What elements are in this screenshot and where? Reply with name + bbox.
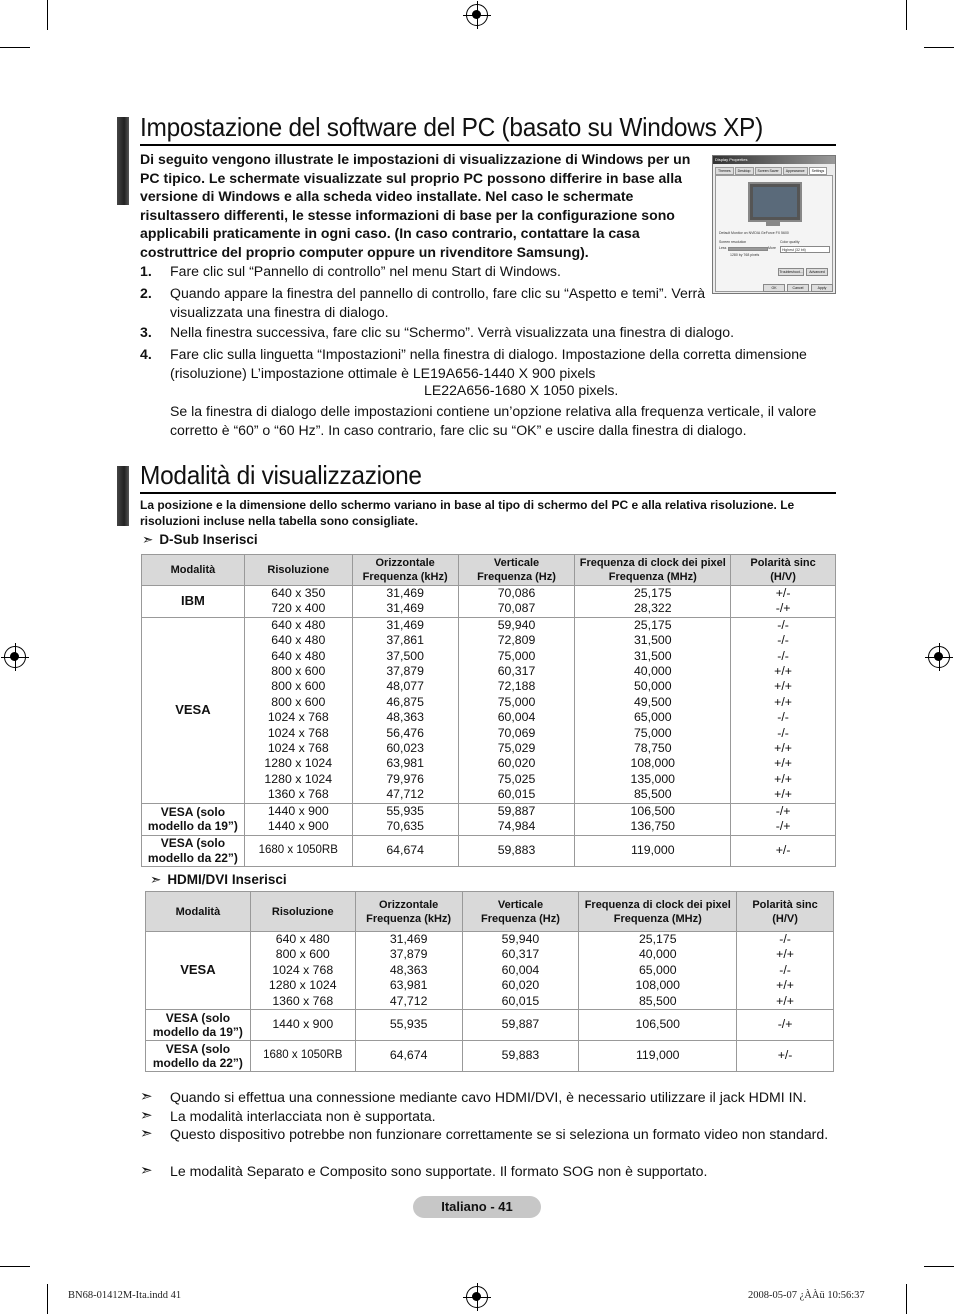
clk-cell: 25,175 31,500 31,500 40,000 50,000 49,500 65,000 75,000 78,750 108,000 135,000 85,500	[575, 617, 731, 803]
table-row	[146, 932, 834, 1010]
table-row	[142, 586, 836, 618]
table-header-row	[146, 892, 834, 932]
step-text: Fare clic sul “Pannello di controllo” nel menu Start di Windows.	[170, 263, 561, 279]
step-number: 2.	[140, 285, 152, 301]
tab-desktop: Desktop	[735, 167, 754, 175]
note-text: Le modalità Separato e Composito sono supportate. Il formato SOG non è supportato.	[170, 1163, 708, 1179]
table-row	[142, 835, 836, 866]
pol-cell: -/+	[737, 1010, 834, 1041]
arrow-icon: ➣	[140, 1107, 153, 1124]
color-quality-value: Highest (32 bit)	[782, 247, 806, 252]
step-text: Nella finestra successiva, fare clic su “Schermo”. Verrà visualizzata una finestra di dialogo.	[170, 324, 734, 340]
column-header: Polarità sinc (H/V)	[737, 892, 834, 932]
resolution-more: More	[768, 246, 776, 250]
resolution-less: Less	[719, 246, 727, 250]
footer-date: 2008-05-07 ¿ÀÀü 10:56:37	[748, 1290, 865, 1301]
column-header: Verticale Frequenza (Hz)	[458, 555, 575, 586]
pol-cell: -/- -/- -/- +/+ +/+ +/+ -/- -/- +/+ +/+ +/+ +/+	[731, 617, 836, 803]
monitor-icon	[748, 182, 802, 222]
v-cell: 59,883	[458, 835, 575, 866]
section-intro: La posizione e la dimensione dello schermo variano in base al tipo di schermo del PC e alla relativa risoluzione. Le risoluzioni incluse nella tabella sono consigliate.	[140, 498, 795, 528]
crop-mark	[47, 1284, 48, 1314]
v-cell: 59,887	[462, 1010, 579, 1041]
apply-button: Apply	[811, 284, 833, 292]
v-cell: 59,887 74,984	[458, 803, 575, 835]
registration-mark-icon	[4, 646, 26, 668]
step-4-resolution-22: LE22A656-1680 X 1050 pixels.	[424, 382, 619, 398]
step-number: 4.	[140, 346, 152, 362]
color-quality-select	[780, 246, 830, 253]
troubleshoot-button: Troubleshoot...	[779, 270, 803, 274]
v-cell: 59,940 60,317 60,004 60,020 60,015	[462, 932, 579, 1010]
tab-themes: Themes	[715, 167, 734, 175]
clk-cell: 119,000	[575, 835, 731, 866]
column-header: Modalità	[146, 892, 251, 932]
note-text: La modalità interlacciata non è supportata.	[170, 1108, 436, 1124]
res-cell: 640 x 480 640 x 480 640 x 480 800 x 600 800 x 600 800 x 600 1024 x 768 1024 x 768 1024 x 768 1280 x 1024 1280 x 1024 1360 x 768	[244, 617, 352, 803]
clk-cell: 106,500	[579, 1010, 737, 1041]
hdmi-table	[145, 891, 834, 1072]
registration-mark-icon	[466, 4, 488, 26]
column-header: Polarità sinc (H/V)	[731, 555, 836, 586]
advanced-button: Advanced	[806, 268, 828, 276]
step-number: 3.	[140, 324, 152, 340]
heading-rule	[140, 144, 836, 146]
step-4-note: Se la finestra di dialogo delle impostazioni contiene un’opzione relativa alla frequenza verticale, il valore corretto è “60” o “60 Hz”. In caso contrario, fare clic su “OK” e uscire dalla finestra di dialogo.	[170, 403, 817, 438]
page-number: Italiano - 41	[413, 1196, 541, 1218]
res-cell: 1440 x 900 1440 x 900	[244, 803, 352, 835]
clk-cell: 25,175 28,322	[575, 586, 731, 618]
ok-button: OK	[763, 284, 785, 292]
mode-cell: VESA (solo modello da 19”)	[142, 803, 245, 835]
mode-cell: IBM	[142, 586, 245, 618]
mode-cell: VESA	[146, 932, 251, 1010]
res-cell: 1680 x 1050RB	[244, 835, 352, 866]
table-row	[142, 617, 836, 803]
h-cell: 64,674	[355, 1041, 462, 1072]
column-header: Risoluzione	[244, 555, 352, 586]
registration-mark-icon	[928, 646, 950, 668]
mode-cell: VESA (solo modello da 19”)	[146, 1010, 251, 1041]
h-cell: 55,935	[355, 1010, 462, 1041]
tab-appearance: Appearance	[783, 167, 808, 175]
registration-mark-icon	[466, 1286, 488, 1308]
clk-cell: 106,500 136,750	[575, 803, 731, 835]
h-cell: 31,469 31,469	[352, 586, 458, 618]
column-header: Frequenza di clock dei pixel Frequenza (MHz)	[579, 892, 737, 932]
step-text: Fare clic sulla linguetta “Impostazioni” nella finestra di dialogo. Impostazione della corretta dimensione (risoluzione) L’impostazione ottimale è LE19A656-1440 X 900 pixels	[170, 346, 807, 381]
arrow-icon: ➣	[150, 872, 162, 887]
h-cell: 31,469 37,861 37,500 37,879 48,077 46,875 48,363 56,476 60,023 63,981 79,976 47,712	[352, 617, 458, 803]
mode-cell: VESA	[142, 617, 245, 803]
column-header: Risoluzione	[250, 892, 355, 932]
intro-paragraph: Di seguito vengono illustrate le impostazioni di visualizzazione di Windows per un PC tipico. Le schermate visualizzate sul proprio PC possono differire in base alla versione di Windows e alla scheda video installate. Nel caso le schermate risultassero differenti, le stesse informazioni di base per la configurazione sono applicabili praticamente in ogni caso. (In caso contrario, contattare la casa costruttrice del proprio computer oppure un rivenditore Samsung).	[140, 151, 691, 260]
heading-bar	[117, 117, 129, 205]
arrow-icon: ➣	[142, 532, 154, 547]
column-header: Orizzontale Frequenza (kHz)	[355, 892, 462, 932]
dialog-tabs	[715, 167, 833, 175]
hdmi-label: HDMI/DVI Inserisci	[167, 872, 287, 887]
res-cell: 1440 x 900	[250, 1010, 355, 1041]
mode-cell: VESA (solo modello da 22”)	[142, 835, 245, 866]
hdmi-heading	[150, 872, 287, 888]
cancel-button: Cancel	[787, 284, 809, 292]
column-header: Verticale Frequenza (Hz)	[462, 892, 579, 932]
note-text: Questo dispositivo potrebbe non funzionare correttamente se si seleziona un formato video non standard.	[170, 1126, 829, 1142]
resolution-label: Screen resolution	[719, 240, 747, 244]
crop-mark	[906, 0, 907, 30]
crop-mark	[924, 47, 954, 48]
clk-cell: 119,000	[579, 1041, 737, 1072]
crop-mark	[47, 0, 48, 30]
pol-cell: -/+ -/+	[731, 803, 836, 835]
dialog-title: Display Properties	[713, 156, 835, 164]
resolution-slider	[728, 247, 768, 251]
mode-cell: VESA (solo modello da 22”)	[146, 1041, 251, 1072]
clk-cell: 25,175 40,000 65,000 108,000 85,500	[579, 932, 737, 1010]
table-row	[146, 1041, 834, 1072]
tab-settings: Settings	[809, 167, 828, 175]
table-header-row	[142, 555, 836, 586]
v-cell: 59,940 72,809 75,000 60,317 72,188 75,000 60,004 70,069 75,029 60,020 75,025 60,015	[458, 617, 575, 803]
crop-mark	[906, 1284, 907, 1314]
step-text: Quando appare la finestra del pannello di controllo, fare clic su “Aspetto e temi”. Verrà visualizzata una finestra di dialogo.	[170, 285, 706, 320]
monitor-stand	[766, 222, 780, 226]
crop-mark	[0, 1266, 30, 1267]
column-header: Frequenza di clock dei pixel Frequenza (MHz)	[575, 555, 731, 586]
arrow-icon: ➣	[140, 1088, 153, 1105]
heading-bar	[117, 466, 129, 526]
heading-rule	[140, 492, 836, 494]
step-number: 1.	[140, 263, 152, 279]
color-quality-label: Color quality	[780, 240, 800, 244]
res-cell: 640 x 350 720 x 400	[244, 586, 352, 618]
dsub-heading	[142, 532, 258, 548]
footer-file: BN68-01412M-Ita.indd 41	[68, 1290, 182, 1301]
crop-mark	[924, 1266, 954, 1267]
pol-cell: +/-	[731, 835, 836, 866]
res-cell: 640 x 480 800 x 600 1024 x 768 1280 x 1024 1360 x 768	[250, 932, 355, 1010]
v-cell: 70,086 70,087	[458, 586, 575, 618]
h-cell: 55,935 70,635	[352, 803, 458, 835]
resolution-value: 1280 by 768 pixels	[730, 253, 760, 257]
crop-mark	[0, 47, 30, 48]
dsub-table	[141, 554, 836, 867]
table-row	[146, 1010, 834, 1041]
h-cell: 31,469 37,879 48,363 63,981 47,712	[355, 932, 462, 1010]
pol-cell: -/- +/+ -/- +/+ +/+	[737, 932, 834, 1010]
pol-cell: +/-	[737, 1041, 834, 1072]
column-header: Orizzontale Frequenza (kHz)	[352, 555, 458, 586]
column-header: Modalità	[142, 555, 245, 586]
arrow-icon: ➣	[140, 1125, 153, 1142]
pol-cell: +/- -/+	[731, 586, 836, 618]
arrow-icon: ➣	[140, 1162, 153, 1179]
v-cell: 59,883	[462, 1041, 579, 1072]
res-cell: 1680 x 1050RB	[250, 1041, 355, 1072]
h-cell: 64,674	[352, 835, 458, 866]
section-title: Modalità di visualizzazione	[140, 460, 422, 490]
table-row	[142, 803, 836, 835]
dsub-label: D-Sub Inserisci	[159, 532, 258, 547]
display-device: Default Monitor on NVIDIA GeForce FX 5600	[719, 231, 789, 235]
section-title: Impostazione del software del PC (basato su Windows XP)	[140, 112, 763, 142]
tab-screen-saver: Screen Saver	[755, 167, 782, 175]
note-text: Quando si effettua una connessione mediante cavo HDMI/DVI, è necessario utilizzare il jack HDMI IN.	[170, 1089, 807, 1105]
